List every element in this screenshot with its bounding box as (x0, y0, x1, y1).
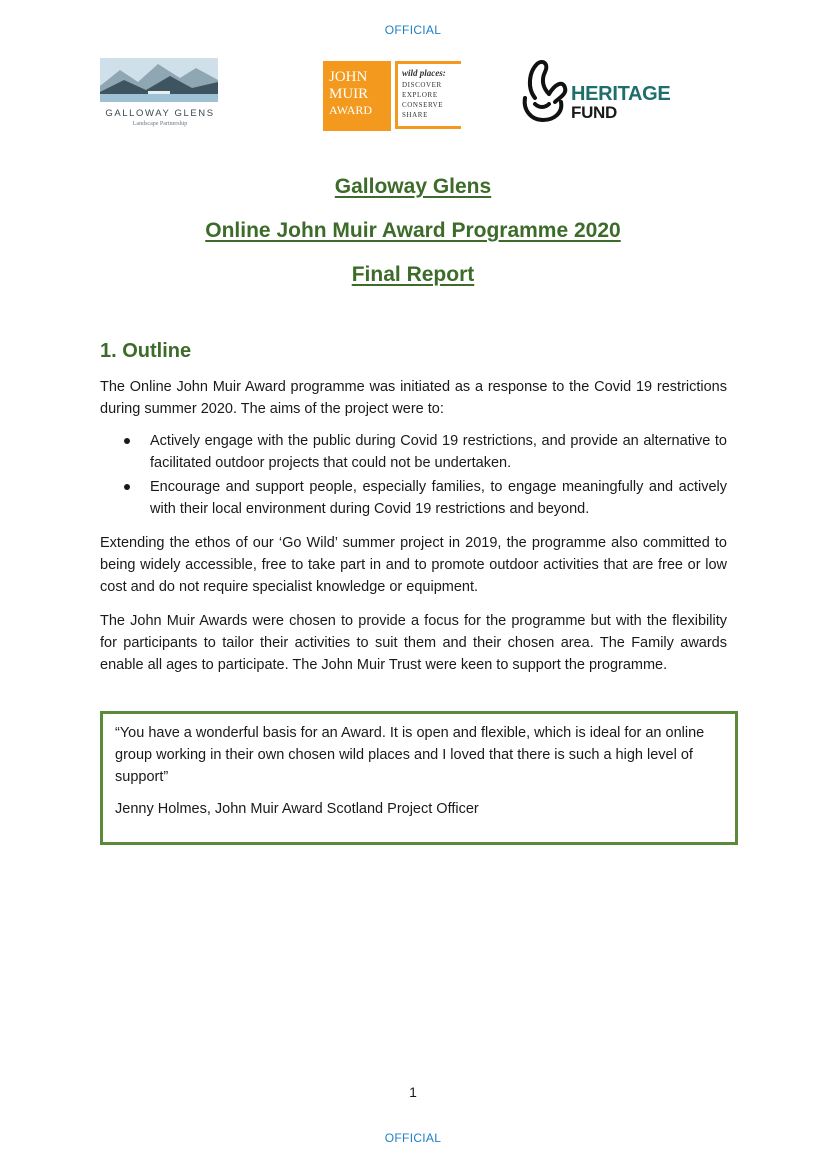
aims-list-item-text: Actively engage with the public during Covid 19 restrictions, and provide an alternative to facilitated outdoor projects that could not be undertaken. (150, 433, 727, 471)
bullet-icon (124, 438, 130, 444)
jm-tag-discover: DISCOVER (402, 81, 442, 89)
aims-list-item (100, 430, 727, 474)
page-number: 1 (409, 1084, 417, 1100)
title-final-report: Final Report (351, 263, 475, 286)
testimonial-attribution: Jenny Holmes, John Muir Award Scotland Project Officer (115, 801, 479, 817)
title-programme: Online John Muir Award Programme 2020 (205, 219, 621, 242)
jm-orange-block (323, 61, 391, 131)
aims-list (100, 430, 727, 520)
protective-marking-top: OFFICIAL (384, 23, 442, 37)
galloway-glens-wordmark: GALLOWAY GLENS (105, 108, 215, 119)
jm-tag-share: SHARE (402, 111, 428, 119)
testimonial-quote-box (100, 711, 738, 845)
testimonial-quote-text: “You have a wonderful basis for an Award. It is open and flexible, which is ideal for an online group working in their own chosen wild places and I loved that there is such a high level of support” (115, 725, 705, 785)
jm-tag-explore: EXPLORE (402, 91, 438, 99)
jm-tag-title: wild places: (402, 68, 446, 78)
fund-wordmark: FUND (571, 103, 618, 122)
crossed-fingers-icon (517, 58, 571, 124)
galloway-glens-tagline: Landscape Partnership (132, 121, 188, 127)
outline-paragraph-3: The John Muir Awards were chosen to provide a focus for the programme but with the flexibility for participants to tailor their activities to suit them and their chosen area. The Family awards enable all ages to participate. The John Muir Trust were keen to support the programme. (100, 613, 727, 673)
title-galloway-glens: Galloway Glens (334, 175, 492, 198)
report-title-block (0, 173, 826, 305)
jm-line-muir: MUIR (329, 86, 369, 102)
outline-paragraph-1: The Online John Muir Award programme was initiated as a response to the Covid 19 restrictions during summer 2020. The aims of the project were to: (100, 379, 727, 417)
jm-tagline-frame (395, 61, 461, 129)
heritage-wordmark: HERITAGE (571, 83, 671, 105)
jm-line-john: JOHN (329, 69, 368, 85)
protective-marking-bottom: OFFICIAL (384, 1131, 442, 1145)
outline-section (100, 338, 727, 676)
john-muir-award-logo (323, 61, 463, 131)
section-heading-outline: 1. Outline (100, 340, 192, 362)
jm-line-award: AWARD (329, 103, 373, 117)
aims-list-item (100, 476, 727, 520)
aims-list-item-text: Encourage and support people, especially families, to engage meaningfully and actively with their local environment during Covid 19 restrictions and beyond. (150, 479, 727, 517)
heritage-fund-logo (517, 58, 689, 126)
jm-tag-conserve: CONSERVE (402, 101, 444, 109)
galloway-glens-logo (100, 58, 220, 132)
outline-paragraph-2: Extending the ethos of our ‘Go Wild’ summer project in 2019, the programme also committed to being widely accessible, free to take part in and to promote outdoor activities that are free or low cost and do not require specialist knowledge or equipment. (100, 535, 727, 595)
bullet-icon (124, 484, 130, 490)
